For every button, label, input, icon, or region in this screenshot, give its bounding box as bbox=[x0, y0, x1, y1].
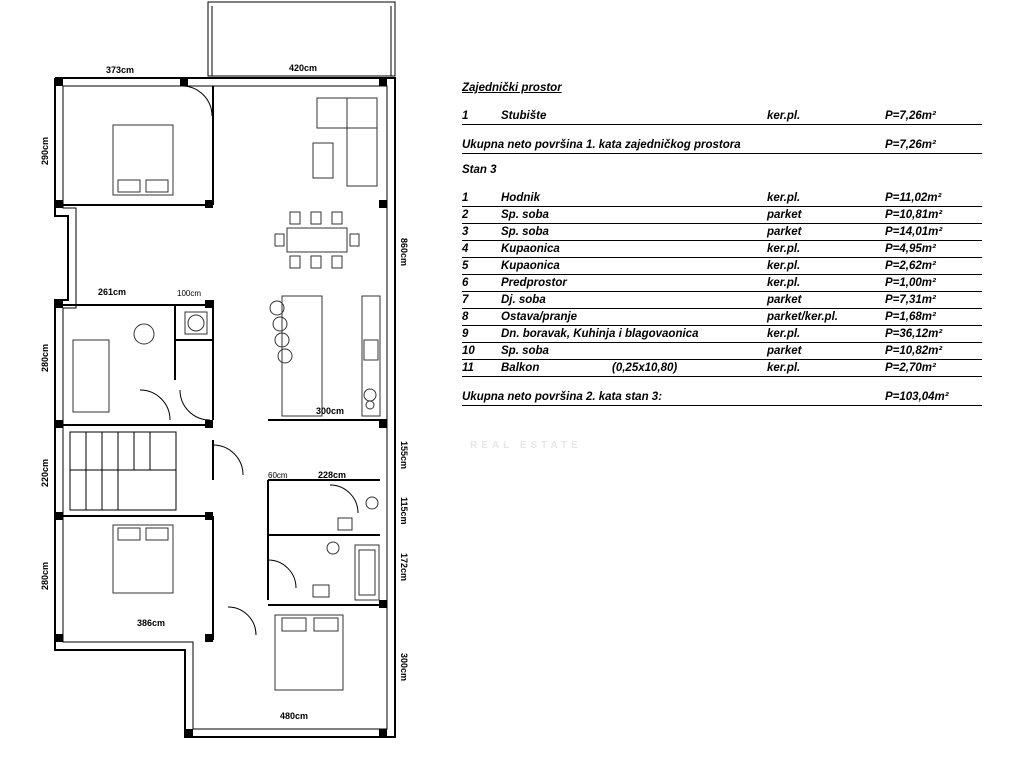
dim-left-top: 290cm bbox=[40, 136, 50, 165]
row-material: ker.pl. bbox=[767, 110, 801, 122]
dim-left-mid: 280cm bbox=[40, 343, 50, 372]
bathroom-fixtures bbox=[313, 497, 379, 600]
dim-top-right: 420cm bbox=[289, 63, 318, 73]
dim-right-300: 300cm bbox=[399, 653, 409, 682]
bed-bottom-right bbox=[275, 615, 343, 690]
row-name: Hodnik bbox=[501, 192, 540, 204]
common-row bbox=[462, 108, 982, 125]
common-heading: Zajednički prostor bbox=[462, 82, 562, 94]
row-material: parket bbox=[767, 345, 802, 357]
row-name: Dj. soba bbox=[501, 294, 546, 306]
unit-row bbox=[462, 207, 982, 224]
dim-bath-228: 228cm bbox=[318, 470, 347, 480]
row-name: Stubište bbox=[501, 110, 547, 122]
row-area: P=1,68m² bbox=[885, 311, 936, 323]
kitchen bbox=[270, 296, 380, 416]
dim-left-bottom: 280cm bbox=[40, 561, 50, 590]
bed-bottom-left bbox=[113, 525, 173, 593]
unit-row bbox=[462, 309, 982, 326]
row-name: Sp. soba bbox=[501, 226, 549, 238]
row-material: ker.pl. bbox=[767, 362, 801, 374]
row-area: P=4,95m² bbox=[885, 243, 936, 255]
common-total bbox=[462, 137, 982, 154]
row-area: P=2,70m² bbox=[885, 362, 936, 374]
dim-left-stair: 220cm bbox=[40, 458, 50, 487]
row-name: Sp. soba bbox=[501, 345, 549, 357]
row-extra: (0,25x10,80) bbox=[612, 362, 678, 374]
unit-row bbox=[462, 258, 982, 275]
row-num: 11 bbox=[462, 362, 474, 374]
row-area: P=36,12m² bbox=[885, 328, 943, 340]
row-num: 8 bbox=[462, 311, 469, 323]
dim-right-main: 860cm bbox=[399, 238, 409, 267]
unit-row bbox=[462, 326, 982, 343]
row-num: 7 bbox=[462, 294, 469, 306]
row-name: Predprostor bbox=[501, 277, 567, 289]
interior-walls bbox=[63, 86, 387, 640]
row-material: parket/ker.pl. bbox=[767, 311, 838, 323]
row-area: P=14,01m² bbox=[885, 226, 943, 238]
area-legend bbox=[462, 80, 982, 406]
dim-mid-left: 261cm bbox=[98, 287, 127, 297]
row-area: P=11,02m² bbox=[885, 192, 942, 204]
sofa bbox=[313, 98, 377, 186]
row-material: ker.pl. bbox=[767, 192, 801, 204]
dim-right-115: 115cm bbox=[399, 497, 409, 525]
row-num: 3 bbox=[462, 226, 469, 238]
dim-kitchen: 300cm bbox=[316, 406, 345, 416]
row-area: P=7,31m² bbox=[885, 294, 936, 306]
row-area: P=10,81m² bbox=[885, 209, 943, 221]
row-name: Sp. soba bbox=[501, 209, 549, 221]
dim-right-172: 172cm bbox=[399, 553, 409, 582]
row-name: Balkon bbox=[501, 362, 540, 374]
row-name: Kupaonica bbox=[501, 243, 560, 255]
unit-row bbox=[462, 241, 982, 258]
unit-row bbox=[462, 292, 982, 309]
row-num: 2 bbox=[462, 209, 469, 221]
total-area: P=7,26m² bbox=[885, 139, 936, 151]
unit-row bbox=[462, 360, 982, 377]
unit-row bbox=[462, 343, 982, 360]
unit-row bbox=[462, 224, 982, 241]
watermark-sub: REAL ESTATE bbox=[470, 440, 582, 451]
row-material: ker.pl. bbox=[767, 328, 801, 340]
row-material: ker.pl. bbox=[767, 243, 801, 255]
row-area: P=1,00m² bbox=[885, 277, 936, 289]
row-num: 10 bbox=[462, 345, 475, 357]
bed-top-left bbox=[113, 125, 173, 195]
dim-mid-small: 100cm bbox=[177, 289, 202, 298]
dining-table bbox=[275, 212, 359, 268]
row-area: P=10,82m² bbox=[885, 345, 943, 357]
staircase bbox=[70, 432, 176, 510]
row-num: 4 bbox=[462, 243, 469, 255]
row-num: 9 bbox=[462, 328, 469, 340]
row-num: 1 bbox=[462, 110, 469, 122]
unit-heading: Stan 3 bbox=[462, 164, 497, 176]
row-name: Dn. boravak, Kuhinja i blagovaonica bbox=[501, 328, 699, 340]
dim-bath-60: 60cm bbox=[268, 471, 288, 480]
row-area: P=7,26m² bbox=[885, 110, 936, 122]
row-material: ker.pl. bbox=[767, 260, 801, 272]
total-area: P=103,04m² bbox=[885, 391, 949, 403]
dim-right-155: 155cm bbox=[399, 441, 409, 470]
dim-bottom-right: 480cm bbox=[280, 711, 309, 721]
row-name: Kupaonica bbox=[501, 260, 560, 272]
unit-row bbox=[462, 275, 982, 292]
dimension-labels bbox=[40, 63, 409, 721]
row-material: parket bbox=[767, 294, 802, 306]
child-room-furniture bbox=[73, 312, 207, 412]
row-area: P=2,62m² bbox=[885, 260, 936, 272]
unit-total bbox=[462, 389, 982, 406]
row-material: parket bbox=[767, 226, 802, 238]
unit-row bbox=[462, 190, 982, 207]
dim-bottom-left: 386cm bbox=[137, 618, 166, 628]
dim-top-left: 373cm bbox=[106, 65, 135, 75]
row-num: 6 bbox=[462, 277, 469, 289]
unit-rows bbox=[462, 190, 982, 377]
total-label: Ukupna neto površina 2. kata stan 3: bbox=[462, 391, 663, 403]
row-material: ker.pl. bbox=[767, 277, 801, 289]
row-num: 5 bbox=[462, 260, 469, 272]
row-material: parket bbox=[767, 209, 802, 221]
total-label: Ukupna neto površina 1. kata zajedničkog prostora bbox=[462, 139, 741, 151]
row-num: 1 bbox=[462, 192, 469, 204]
row-name: Ostava/pranje bbox=[501, 311, 578, 323]
